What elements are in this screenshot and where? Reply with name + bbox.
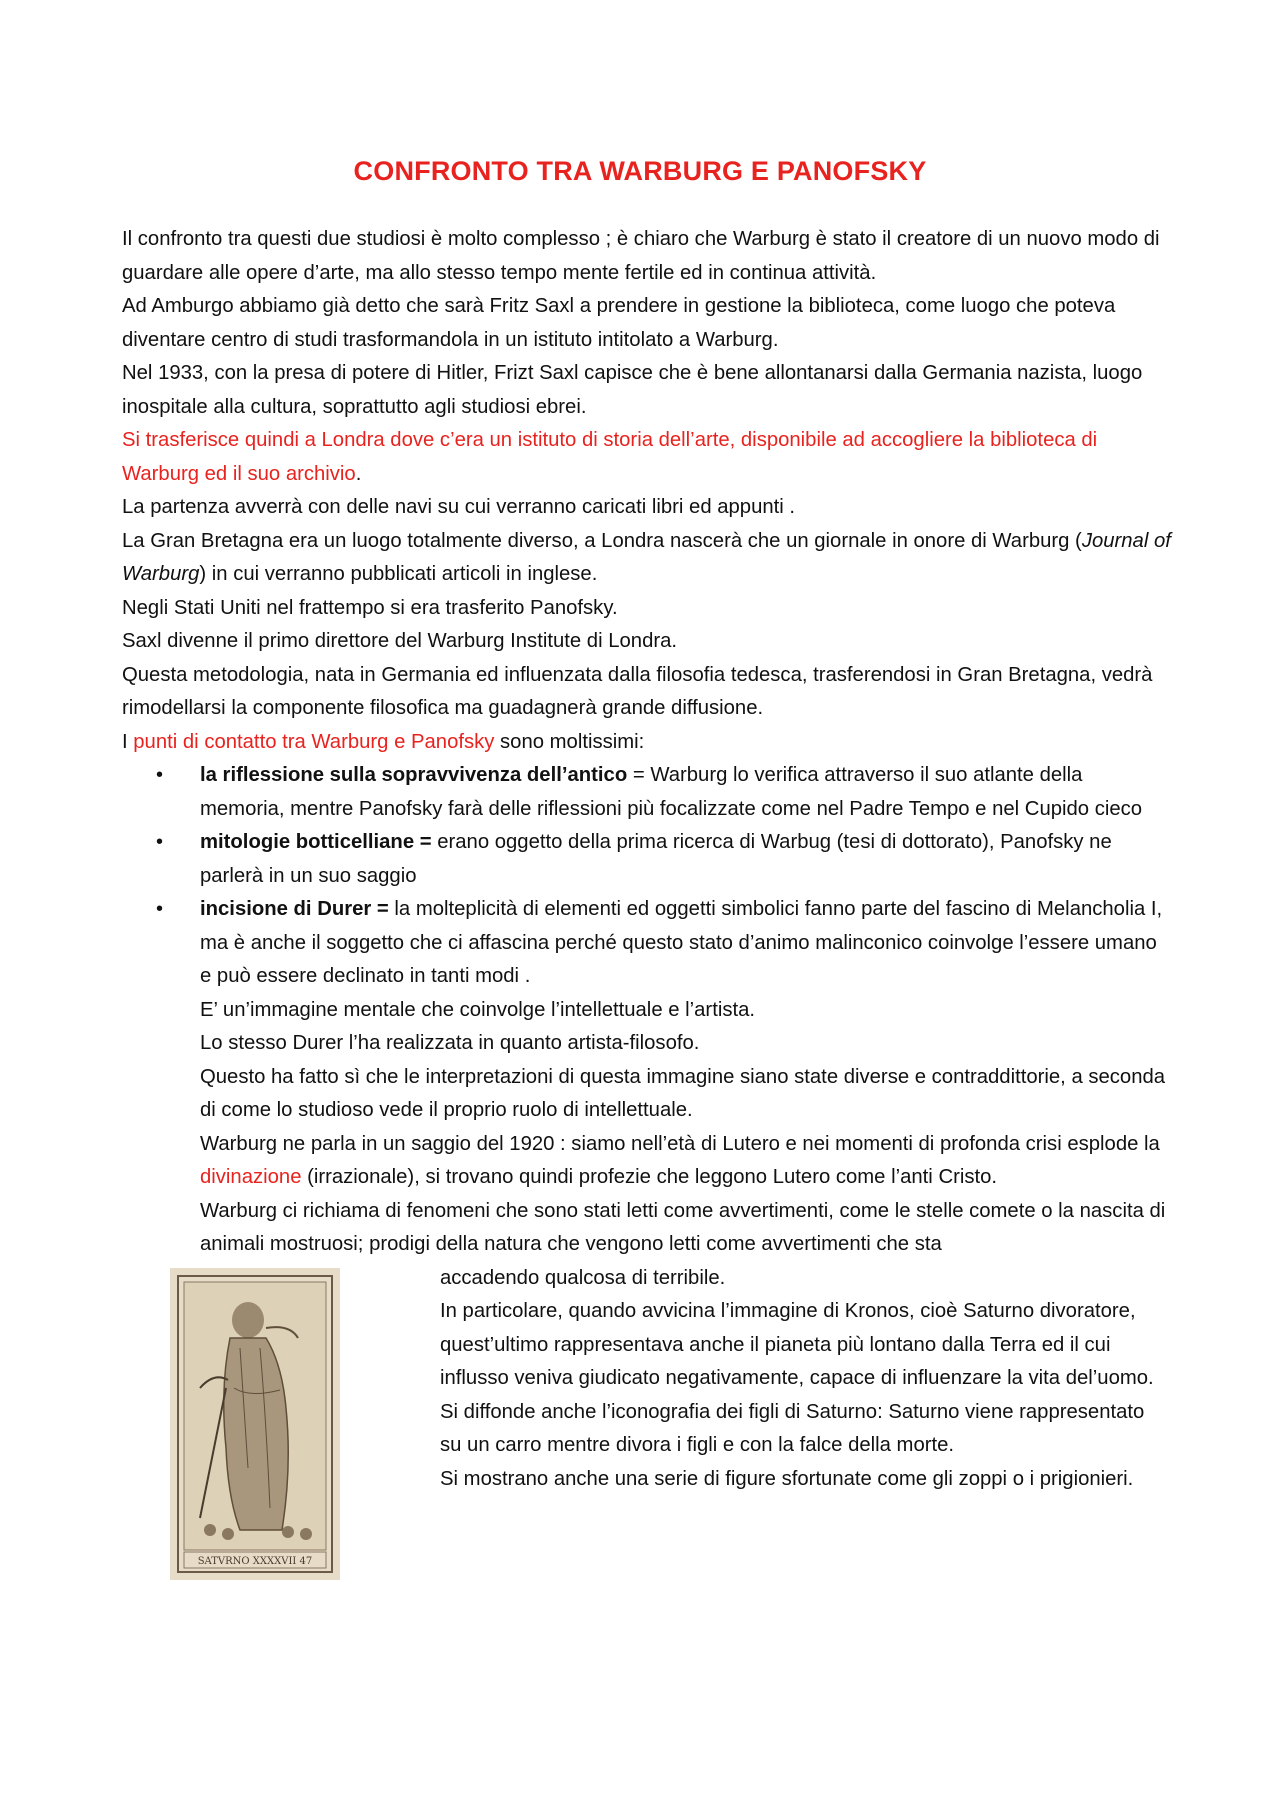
highlighted-text: punti di contatto tra Warburg e Panofsky bbox=[133, 730, 495, 753]
list-item bbox=[156, 826, 1172, 893]
paragraph-highlighted bbox=[122, 424, 1172, 491]
paragraph: Warburg ci richiama di fenomeni che sono stati letti come avvertimenti, come le stelle comete o la nascita di animali mostruosi; prodigi della natura che vengono letti come avvertimenti che sta bbox=[200, 1199, 1166, 1255]
paragraph: Si mostrano anche una serie di figure sfortunate come gli zoppi o i prigionieri. bbox=[440, 1467, 1134, 1490]
bullet-list bbox=[122, 759, 1172, 1592]
paragraph: Ad Amburgo abbiamo già detto che sarà Fritz Saxl a prendere in gestione la biblioteca, come luogo che poteva diventare centro di studi trasformandola in un istituto intitolato a Warburg. bbox=[122, 295, 1116, 351]
paragraph: Si diffonde anche l’iconografia dei figli di Saturno: Saturno viene rappresentato su un carro mentre divora i figli e con la falce della morte. bbox=[440, 1400, 1145, 1456]
text-segment: La Gran Bretagna era un luogo totalmente diverso, a Londra nascerà che un giornale in onore di Warburg ( bbox=[122, 529, 1082, 552]
bullet-icon: • bbox=[156, 831, 164, 853]
paragraph: La partenza avverrà con delle navi su cui verranno caricati libri ed appunti . bbox=[122, 496, 796, 518]
side-text bbox=[440, 1262, 1170, 1497]
paragraph: Saxl divenne il primo direttore del Warburg Institute di Londra. bbox=[122, 630, 678, 652]
paragraph: Negli Stati Uniti nel frattempo si era trasferito Panofsky. bbox=[122, 596, 618, 619]
bullet-text: erano oggetto della prima ricerca di Warbug (tesi di dottorato), Panofsky ne parlerà in un suo saggio bbox=[200, 831, 1112, 887]
bullet-icon: • bbox=[156, 898, 164, 920]
text-segment: sono moltissimi: bbox=[494, 730, 645, 753]
bullet-text: la molteplicità di elementi ed oggetti simbolici fanno parte del fascino di Melancholia I, ma è anche il soggetto che ci affascina perché questo stato d’animo malinconico coinvolge l’essere umano e può essere declinato in tanti modi . bbox=[200, 898, 1163, 987]
document-body bbox=[122, 223, 1172, 1592]
paragraph: Questo ha fatto sì che le interpretazioni di questa immagine siano state diverse e contraddittorie, a seconda di come lo studioso vede il proprio ruolo di intellettuale. bbox=[200, 1065, 1166, 1121]
saturn-engraving-image bbox=[170, 1268, 340, 1580]
paragraph: E’ un’immagine mentale che coinvolge l’intellettuale e l’artista. bbox=[200, 998, 756, 1021]
bullet-icon: • bbox=[156, 764, 164, 786]
paragraph bbox=[200, 1128, 1172, 1195]
paragraph: accadendo qualcosa di terribile. bbox=[440, 1266, 726, 1289]
journal-title: Journal of Warburg bbox=[122, 529, 1171, 585]
paragraph bbox=[122, 726, 1172, 760]
highlighted-text: Si trasferisce quindi a Londra dove c’era un istituto di storia dell’arte, disponibile ad accogliere la biblioteca di Warburg ed il suo archivio bbox=[122, 429, 1098, 485]
text-segment: I bbox=[122, 730, 134, 753]
list-item bbox=[156, 759, 1172, 826]
list-item bbox=[156, 893, 1172, 1592]
paragraph: Nel 1933, con la presa di potere di Hitler, Frizt Saxl capisce che è bene allontanarsi dalla Germania nazista, luogo inospitale alla cultura, soprattutto agli studiosi ebrei. bbox=[122, 362, 1143, 418]
engraving-inscription: SATVRNO XXXXVII 47 bbox=[197, 1555, 313, 1567]
highlighted-text: divinazione bbox=[200, 1166, 302, 1188]
paragraph: Lo stesso Durer l’ha realizzata in quanto artista-filosofo. bbox=[200, 1032, 700, 1054]
text-segment: Warburg ne parla in un saggio del 1920 : siamo nell’età di Lutero e nei momenti di profonda crisi esplode la bbox=[200, 1132, 1160, 1155]
text-segment: (irrazionale), si trovano quindi profezie che leggono Lutero come l’anti Cristo. bbox=[301, 1166, 998, 1188]
figure-with-text bbox=[122, 1262, 1172, 1592]
bullet-text: = Warburg lo verifica attraverso il suo atlante della memoria, mentre Panofsky farà delle riflessioni più focalizzate come nel Padre Tempo e nel Cupido cieco bbox=[200, 764, 1143, 820]
paragraph: Questa metodologia, nata in Germania ed influenzata dalla filosofia tedesca, trasferendosi in Gran Bretagna, vedrà rimodellarsi la componente filosofica ma guadagnerà grande diffusione. bbox=[122, 663, 1153, 719]
bullet-heading: mitologie botticelliane = bbox=[200, 831, 432, 853]
paragraph bbox=[122, 525, 1172, 592]
page-title: CONFRONTO TRA WARBURG E PANOFSKY bbox=[353, 156, 927, 186]
bullet-heading: la riflessione sulla sopravvivenza dell’antico bbox=[200, 764, 628, 786]
text-segment: ) in cui verranno pubblicati articoli in inglese. bbox=[199, 563, 598, 585]
paragraph-end: . bbox=[355, 462, 362, 485]
paragraph: In particolare, quando avvicina l’immagine di Kronos, cioè Saturno divoratore, quest’ultimo rappresentava anche il pianeta più lontano dalla Terra ed il cui influsso veniva giudicato negativamente, capace di influenzare la vita del’uomo. bbox=[440, 1300, 1154, 1389]
paragraph: Il confronto tra questi due studiosi è molto complesso ; è chiaro che Warburg è stato il creatore di un nuovo modo di guardare alle opere d’arte, ma allo stesso tempo mente fertile ed in continua attività. bbox=[122, 228, 1160, 284]
bullet-heading: incisione di Durer = bbox=[200, 898, 389, 920]
